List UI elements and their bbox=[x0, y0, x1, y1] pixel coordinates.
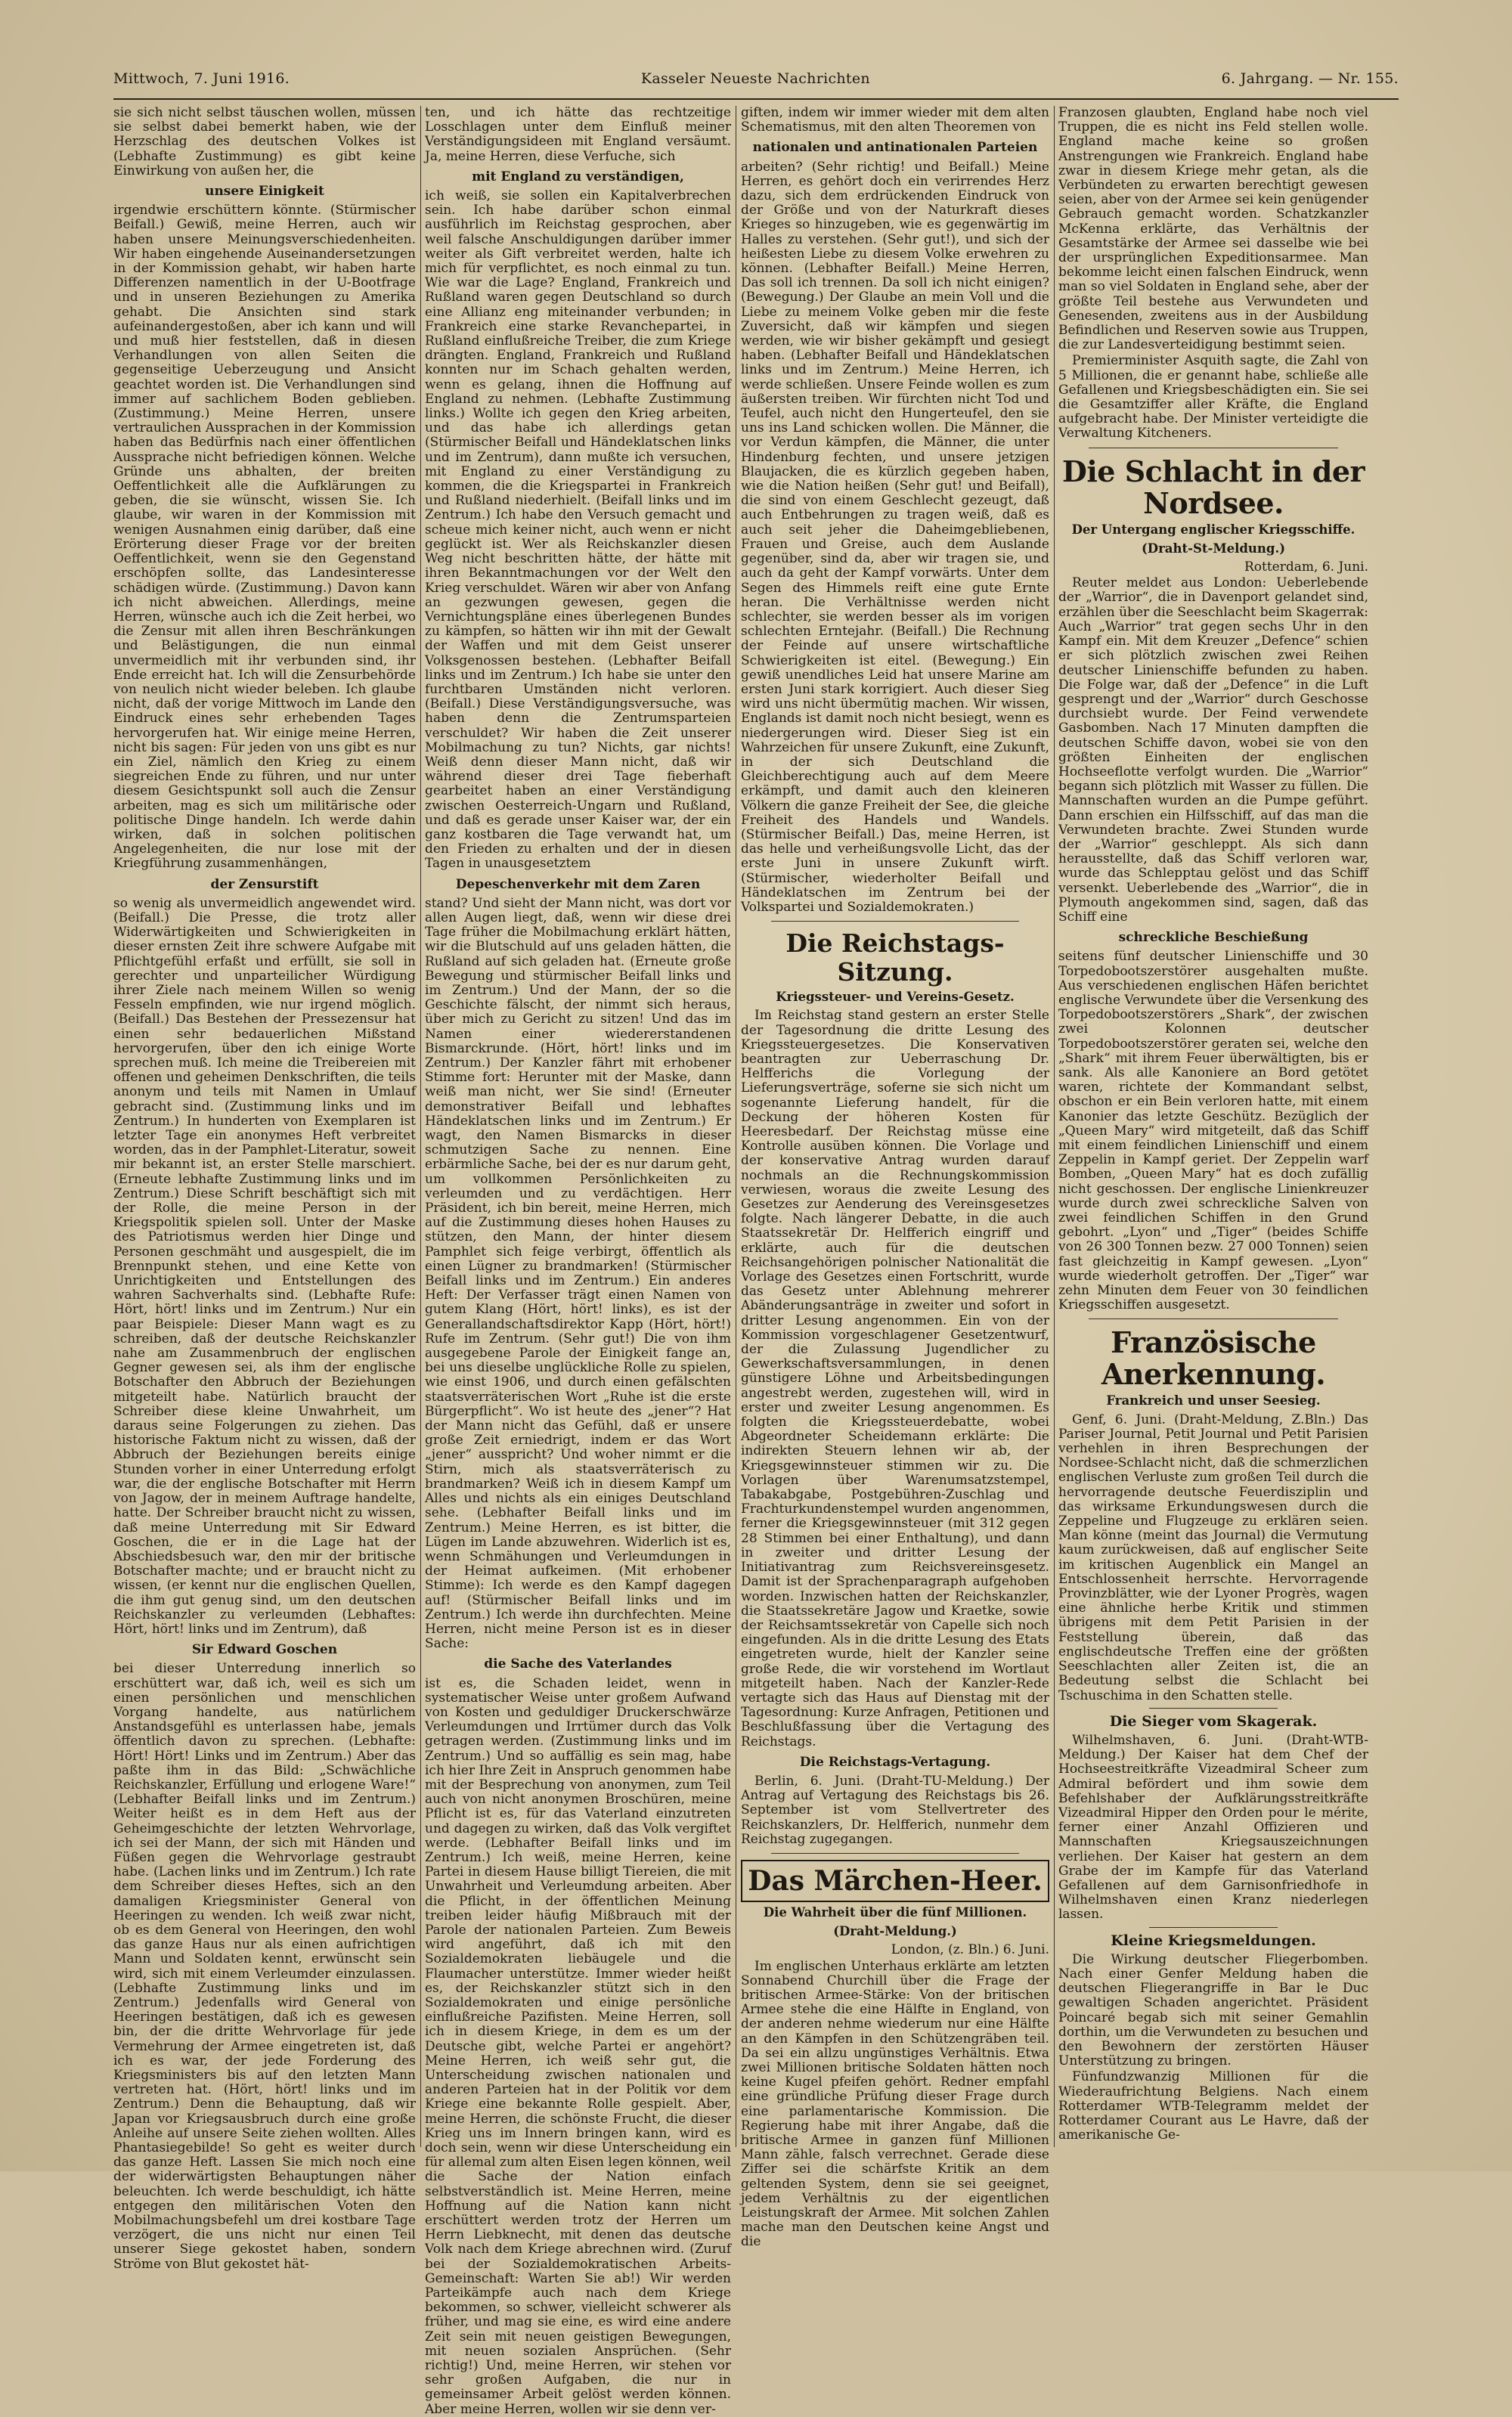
paragraph: Berlin, 6. Juni. (Draht-TU-Meldung.) Der Antrag auf Vertagung des Reichstags bis 26. September ist vom Stellvertreter des Reichskanzlers, Dr. Helfferich, nunmehr dem Reichstag zugegangen. bbox=[741, 1773, 1049, 1847]
subheading: Kleine Kriegsmeldungen. bbox=[1111, 1932, 1316, 1949]
subheading: Depeschenverkehr mit dem Zaren bbox=[455, 876, 701, 892]
section-rule bbox=[1149, 1927, 1278, 1928]
paragraph: stand? Und sieht der Mann nicht, was dort vor allen Augen liegt, daß, wenn wir diese drei Tage früher die Mobilmachung erklärt hätten, wir die Blutschuld auf uns geladen hätten, die Rußland auf sich geladen hat. (Erneute große Bewegung und stürmischer Beifall links und im Zentrum.) Und der Mann, der so die Geschichte fälscht, der nimmt sich heraus, über mich zu Gericht zu sitzen! Und das im Namen einer wiedererstandenen Bismarckrunde. (Hört, hört! links und im Zentrum.) Der Kanzler fährt mit erhobener Stimme fort: Herunter mit der Maske, dann weiß man nicht, wer Sie sind! (Erneuter demonstrativer Beifall und lebhaftes Händeklatschen links und im Zentrum.) Er wagt, den Namen Bismarcks in dieser schmutzigen Sache zu nennen. Eine erbärmliche Sache, bei der es nur darum geht, um vollkommen Persönlichkeiten zu verleumden und zu verdächtigen. Herr Präsident, ich bin bereit, meine Herren, mich auf die Zustimmung dieses hohen Hauses zu stützen, den Mann, der hinter diesem Pamphlet sich feige verbirgt, öffentlich als einen Lügner zu brandmarken! (Stürmischer Beifall links und im Zentrum.) Ein anderes Heft: Der Verfasser trägt einen Namen von gutem Klang (Hört, hört! links), es ist der Generallandschaftsdirektor Kapp (Hört, hört!) Rufe im Zentrum. (Sehr gut!) Die von ihm ausgegebene Parole der Einigkeit fange an, bei uns dieselbe unglückliche Rolle zu spielen, wie einst 1906, und durch einen gefälschten staatsverräterischen Wort „Ruhe ist die erste Bürgerpflicht“. Wo ist heute des „jener“? Hat der Mann nicht das Gefühl, daß er unsere große Zeit erniedrigt, indem er das Wort „jener“ ausspricht? Und woher nimmt er die Stirn, mich als staatsverräterisch zu brandmarken? Weiß ich in diesem Kampf um Alles und nichts als ein einiges Deutschland sehe. (Lebhafter Beifall links und im Zentrum.) Meine Herren, es ist bitter, die Lügen im Lande abzuwehren. Widerlich ist es, wenn Schmähungen und Verleumdungen in der Heimat aufkeimen. (Mit erhobener Stimme): Ich werde es den Kampf dagegen auf! (Stürmischer Beifall links und im Zentrum.) Ich werde ihn durchfechten. Meine Herren, nicht meine Person ist es in dieser Sache: bbox=[425, 895, 731, 1652]
column-4 bbox=[1058, 106, 1368, 2147]
article-deck: Die Wahrheit über die fünf Millionen. bbox=[763, 1904, 1027, 1920]
column-divider bbox=[1054, 106, 1055, 2147]
paragraph: seitens fünf deutscher Linienschiffe und 30 Torpedobootszerstörer ausgehalten mußte. Aus verschiedenen englischen Häfen berichtet englische Verwundete über die Versenkung des Torpedobootszerstörers „Shark“, der zwischen zwei Kolonnen deutscher Torpedobootszerstörer geraten sei, welche den „Shark“ mit ihrem Feuer überwältigten, bis er sank. Als alle Kanoniere an Bord getötet waren, richtete der Kommandant selbst, obschon er ein Bein verloren hatte, mit einem Kanonier das letzte Geschütz. Bezüglich der „Queen Mary“ wird mitgeteilt, daß das Schiff mit einem feindlichen Linienschiff und einem Zeppelin in Kampf geriet. Der Zeppelin warf Bomben, „Queen Mary“ hat es doch zufällig nicht geschossen. Der englische Linienkreuzer wurde durch zwei schreckliche Salven von zwei feindlichen Schiffen in den Grund gebohrt. „Lyon“ und „Tiger“ (beides Schiffe von 26 300 Tonnen bezw. 27 000 Tonnen) seien fast gleichzeitig in Kampf gewesen. „Lyon“ wurde wiederholt getroffen. Der „Tiger“ war zehn Minuten dem Feuer von 30 feindlichen Kriegsschiffen ausgesetzt. bbox=[1058, 949, 1369, 1313]
paragraph: Fünfundzwanzig Millionen für die Wiederaufrichtung Belgiens. Nach einem Rotterdamer WTB-Telegramm meldet der Rotterdamer Courant aus Le Havre, daß der amerikanische Ge- bbox=[1058, 2069, 1368, 2143]
article-headline-boxed: Das Märchen-Heer. bbox=[741, 1860, 1049, 1902]
section-rule bbox=[1149, 1708, 1278, 1709]
subheading: nationalen und antinationalen Parteien bbox=[752, 140, 1038, 156]
column-2 bbox=[425, 105, 731, 2417]
paragraph: Wilhelmshaven, 6. Juni. (Draht-WTB-Meldung.) Der Kaiser hat dem Chef der Hochseestreitkräfte Vizeadmiral Scheer zum Admiral befördert und ihm sowie dem Befehlshaber der Aufklärungsstreitkräfte Vizeadmiral Hipper den Orden pour le mérite, ferner einer Anzahl Offizieren und Mannschaften Kriegsauszeichnungen verliehen. Der Kaiser hat gestern an dem Grabe der im Kampfe für das Vaterland Gefallenen auf dem Garnisonfriedhofe in Wilhelmshaven einen Kranz niederlegen lassen. bbox=[1058, 1732, 1368, 1923]
article-headline: Die Reichstags-Sitzung. bbox=[785, 928, 1005, 987]
paragraph: giften, indem wir immer wieder mit dem alten Schematismus, mit den alten Theoremen von bbox=[741, 105, 1049, 135]
section-rule bbox=[771, 921, 1019, 922]
paragraph: sie sich nicht selbst täuschen wollen, müssen sie selbst dabei bemerkt haben, wie der Herzschlag des deutschen Volkes ist (Lebhafte Zustimmung) es gibt keine Einwirkung von außen her, die bbox=[113, 105, 416, 178]
subheading: die Sache des Vaterlandes bbox=[484, 1656, 672, 1672]
header-issue: 6. Jahrgang. — Nr. 155. bbox=[1221, 70, 1399, 87]
section-rule bbox=[771, 1853, 1019, 1854]
column-1 bbox=[113, 105, 416, 2272]
article-headline: Die Schlacht in der Nordsee. bbox=[1061, 454, 1365, 520]
article-deck: Der Untergang englischer Kriegsschiffe. bbox=[1071, 522, 1356, 537]
paragraph: Franzosen glaubten, England habe noch viel Truppen, die es nicht ins Feld stellen wolle. England mache keine so großen Anstrengungen wie Frankreich. England habe zwar in diesem Kriege mehr getan, als die Verbündeten zu erwarten berechtigt gewesen seien, aber von der Armee sei kein genügender Gebrauch gemacht worden. Schatzkanzler McKenna erklärte, das Verhältnis der Gesamtstärke der Armee sei dasselbe wie bei der ursprünglichen Expeditionsarmee. Man bekomme leicht einen falschen Eindruck, wenn man so viel Soldaten in England sehe, aber der größte Teil bestehe aus Verwundeten und Genesenden, zweitens aus in der Ausbildung Befindlichen und Reserven sowie aus Truppen, die zur Landesverteidigung bestimmt seien. bbox=[1058, 105, 1368, 353]
article-deck: Kriegssteuer- und Vereins-Gesetz. bbox=[776, 990, 1015, 1005]
header-rule bbox=[113, 98, 1399, 100]
running-header bbox=[113, 64, 1399, 94]
paragraph: Genf, 6. Juni. (Draht-Meldung, Z.Bln.) Das Pariser Journal, Petit Journal und Petit Parisien verhehlen in ihren Besprechungen der Nordsee-Schlacht nicht, daß die schmerzlichen englischen Verluste zum großen Teil durch die hervorragende deutsche Feuerdisziplin und das wirksame Erkundungswesen durch die Zeppeline und Flugzeuge zu erklären seien. Man könne (meint das Journal) die Vermutung kaum zurückweisen, daß auf englischer Seite im kritischen Augenblick ein Mangel an Entschlossenheit herrschte. Hervorragende Provinzblätter, wie der Lyoner Progrès, wagen eine ähnliche herbe Kritik und stimmen übrigens mit dem Petit Parisien in der Feststellung überein, daß das englischdeutsche Treffen eine der größten Seeschlachten aller Zeiten ist, die an Bedeutung selbst die Schlacht bei Tschuschima in den Schatten stelle. bbox=[1058, 1411, 1368, 1703]
paragraph: ten, und ich hätte das rechtzeitige Losschlagen unter dem Einfluß meiner Verständigungsideen mit England versäumt. Ja, meine Herren, diese Verfuche, sich bbox=[425, 105, 731, 164]
paragraph: Im englischen Unterhaus erklärte am letzten Sonnabend Churchill über die Frage der britischen Armee-Stärke: Von der britischen Armee stehe die eine Hälfte in England, von der anderen nehme wiederum nur eine Hälfte an den Kämpfen in den Schützengräben teil. Da sei ein allzu ungünstiges Verhältnis. Etwa zwei Millionen britische Soldaten hätten noch keine Kugel pfeifen gehört. Redner empfahl eine gründliche Prüfung dieser Frage durch eine parlamentarische Kommission. Die Regierung habe mit ihrer Angabe, daß die britische Armee in ganzen fünf Millionen Mann zähle, falsch verrechnet. Gerade diese Ziffer sei die schärfste Kritik an dem geltenden System, denn sie sei geeignet, jedem Verhältnis zu der eigentlichen Leistungskraft der Armee. Mit solchen Zahlen mache man den Deutschen keine Angst und die bbox=[741, 1958, 1049, 2250]
paragraph: Premierminister Asquith sagte, die Zahl von 5 Millionen, die er genannt habe, schließe alle Gefallenen und Kriegsbeschädigten ein. Sie sei die Gesamtziffer aller Kräfte, die England aufgebracht habe. Der Minister verteidigte die Verwaltung Kitcheners. bbox=[1058, 353, 1368, 442]
article-headline: Französische Anerkennung. bbox=[1101, 1325, 1326, 1392]
subheading: der Zensurstift bbox=[210, 876, 319, 892]
subheading: unsere Einigkeit bbox=[205, 184, 324, 200]
subheading: Die Sieger vom Skagerak. bbox=[1109, 1712, 1318, 1730]
subheading: Die Reichstags-Vertagung. bbox=[799, 1754, 991, 1770]
paragraph: ist es, die Schaden leidet, wenn in systematischer Weise unter großem Aufwand von Kosten und geduldiger Druckerschwärze Verleumdungen und Irrtümer durch das Volk getragen werden. (Zustimmung links und im Zentrum.) Und so auffällig es sein mag, habe ich hier Ihre Zeit in Anspruch genommen habe mit der Besprechung von anonymen, zum Teil auch von nicht anonymen Broschüren, meine Pflicht ist es, für das Vaterland einzutreten und dagegen zu wirken, daß das Volk vergiftet werde. (Lebhafter Beifall links und im Zentrum.) Ich weiß, meine Herren, keine Partei in diesem Hause billigt Tiereien, die mit Unwahrheit und Verleumdung arbeiten. Aber die Pflicht, in der öffentlichen Meinung treiben leider häufig Mißbrauch mit der Parole der nationalen Parteien. Zum Beweis wird angeführt, daß ich mit den Sozialdemokraten liebäugele und die Flaumacher unterstütze. Immer wieder heißt es, der Reichskanzler stützt sich in den Sozialdemokraten und einige persönliche einflußreiche Pazifisten. Meine Herren, soll ich in diesem Kriege, in dem es um der Deutsche gibt, welche Partei er angehört? Meine Herren, ich weiß sehr gut, die Unterscheidung zwischen nationalen und anderen Parteien hat in der Politik vor dem Kriege eine bekannte Rolle gespielt. Aber, meine Herren, die schönste Frucht, die dieser Krieg uns im Innern bringen kann, wird es doch sein, wenn wir diese Unterscheidung ein für allemal zum alten Eisen legen können, weil die Sache der Nation einfach selbstverständlich ist. Meine Herren, meine Hoffnung auf die Nation kann nicht erschüttert werden trotz der Herren um Herrn Liebknecht, mit denen das deutsche Volk nach dem Kriege abrechnen wird. (Zuruf bei der Sozialdemokratischen Arbeits-Gemeinschaft: Warten Sie ab!) Wir werden Parteikämpfe auch nach dem Kriege bekommen, so schwer, vielleicht schwerer als früher, und mag sie eine, es wird eine andere Zeit sein mit neuen geistigen Bewegungen, mit neuen sozialen Ansprüchen. (Sehr richtig!) Und, meine Herren, wir stehen vor sehr großen Aufgaben, die nur in gemeinsamer Arbeit gelöst werden können. Aber meine Herren, wollen wir sie denn ver- bbox=[425, 1675, 731, 2417]
article-source: (Draht-Meldung.) bbox=[833, 1924, 957, 1939]
paragraph: arbeiten? (Sehr richtig! und Beifall.) Meine Herren, es gehört doch ein verirrendes Herz dazu, sich dem erdrückenden Eindruck von der Größe und von der Naturkraft dieses Krieges so hinzugeben, wie es gegenwärtig im Halles zu verstehen. (Sehr gut!), und sich der heißesten Liebe zu diesem Volke erwehren zu können. (Lebhafter Beifall.) Meine Herren, Das soll ich trennen. Da soll ich nicht einigen? (Bewegung.) Der Glaube an mein Voll und die Liebe zu meinem Volke geben mir die feste Zuversicht, daß wir kämpfen und siegen werden, wie wir bisher gekämpft und gesiegt haben. (Lebhafter Beifall und Händeklatschen links und im Zentrum.) Meine Herren, ich werde schließen. Unsere Feinde wollen es zum äußersten treiben. Wir fürchten nicht Tod und Teufel, auch nicht den Hungerteufel, den sie uns ins Land schicken wollen. Die Männer, die vor Verdun kämpfen, die Männer, die unter Hindenburg fechten, und unsere jetzigen Blaujacken, die es kürzlich gegeben haben, wie die Nation heißen (Sehr gut! und Beifall), die sind von einem Geschlecht gezeugt, daß auch Entbehrungen zu tragen weiß, daß es auch seit jeher die Daheimgebliebenen, Frauen und Greise, auch dem Auslande gegenüber, sind da, aber wir tragen sie, und auch da geht der Kampf vorwärts. Unter dem Segen des Himmels reift eine gute Ernte heran. Die Verhältnisse werden nicht schlechter, sie werden besser als im vorigen schlechten Erntejahr. (Beifall.) Die Rechnung der Feinde auf unsere wirtschaftliche Schwierigkeiten ist eitel. (Bewegung.) Ein gewiß unendliches Leid hat unsere Marine am ersten Juni stark korrigiert. Auch dieser Sieg wird uns nicht übermütig machen. Wir wissen, Englands ist damit noch nicht besiegt, wenn es niedergerungen wird. Dieser Sieg ist ein Wahrzeichen für unsere Zukunft, eine Zukunft, in der sich Deutschland die Gleichberechtigung auch auf dem Meere erkämpft, und damit auch den kleineren Völkern die ganze Freiheit der See, die gleiche Freiheit des Handels und Wandels. (Stürmischer Beifall.) Das, meine Herren, ist das helle und verheißungsvolle Licht, das der erste Juni in unsere Zukunft wirft. (Stürmischer, wiederholter Beifall und Händeklatschen im Zentrum bei der Volkspartei und Sozialdemokraten.) bbox=[741, 159, 1049, 915]
header-newspaper-name: Kasseler Neueste Nachrichten bbox=[640, 70, 870, 87]
subheading: mit England zu verständigen, bbox=[472, 169, 684, 184]
dateline: Rotterdam, 6. Juni. bbox=[1244, 559, 1368, 575]
paragraph: bei dieser Unterredung innerlich so erschüttert war, daß ich, weil es sich um einen persönlichen und menschlichen Vorgang handelte, aus natürlichem Anstandsgefühl es unterlassen habe, jemals öffentlich davon zu sprechen. (Lebhafte: Hört! Hört! Links und im Zentrum.) Aber das paßte ihm in das Bild: „Schwächliche Reichskanzler, Erfüllung und erlogene Ware!“ (Lebhafter Beifall links und im Zentrum.) Weiter heißt es in dem Heft aus der Geheimgeschichte der letzten Wehrvorlage, ich sei der Mann, der sich mit Händen und Füßen gegen die Wehrvorlage gestraubt habe. (Lachen links und im Zentrum.) Ich rate dem Schreiber dieses Heftes, sich an den damaligen Kriegsminister General von Heeringen zu wenden. Ich weiß zwar nicht, ob es dem General von Heeringen, den wohl das ganze Haus nur als einen aufrichtigen Mann und Soldaten kennt, erwünscht sein wird, sich mit einem Verleumder einzulassen. (Lebhafte Zustimmung links und im Zentrum.) Jedenfalls wird General von Heeringen bestätigen, daß ich es gewesen bin, der die dritte Wehrvorlage für jede Vermehrung der Armee eingetreten ist, daß ich es war, der jede Forderung des Kriegsministers bis auf den letzten Mann vertreten hat. (Hört, hört! links und im Zentrum.) Denn die Behauptung, daß wir Japan vor Kriegsausbruch durch eine große Anleihe auf unsere Seite ziehen wollten. Alles Phantasiegebilde! So geht es weiter durch das ganze Heft. Lassen Sie mich noch eine der widerwärtigsten Behauptungen näher beleuchten. Ich werde beschuldigt, ich hätte entgegen den militärischen Voten den Mobilmachungsbefehl um drei kostbare Tage verzögert, die uns nicht nur einen Teil unserer Siege gekostet haben, sondern Ströme von Blut gekostet hät- bbox=[113, 1661, 416, 2272]
paragraph: Die Wirkung deutscher Fliegerbomben. Nach einer Genfer Meldung haben die deutschen Fliegerangriffe in Bar le Duc gewaltigen Schaden angerichtet. Präsident Poincaré begab sich mit seiner Gemahlin dorthin, um die Verwundeten zu besuchen und den Bewohnern der zerstörten Häuser Unterstützung zu bringen. bbox=[1058, 1951, 1368, 2069]
subheading: Sir Edward Goschen bbox=[191, 1642, 338, 1658]
header-date: Mittwoch, 7. Juni 1916. bbox=[113, 70, 290, 87]
dateline: London, (z. Bln.) 6. Juni. bbox=[891, 1942, 1049, 1958]
paragraph: so wenig als unvermeidlich angewendet wird. (Beifall.) Die Presse, die trotz aller Widerwärtigkeiten und Schwierigkeiten in dieser ernsten Zeit ihre schwere Aufgabe mit Pflichtgefühl erfaßt und erfüllt, sie soll in gerechter und unparteilicher Würdigung ihrer Ziele nach meinem Willen so wenig Fesseln empfinden, wie nur irgend möglich. (Beifall.) Das Bestehen der Pressezensur hat einen sehr bedauerlichen Mißstand hervorgerufen, über den ich einige Worte sprechen muß. Ich meine die Treibereien mit offenen und geheimen Denkschriften, die teils anonym und teils mit Namen in Umlauf gebracht sind. (Zustimmung links und im Zentrum.) In hunderten von Exemplaren ist letzter Tage ein anonymes Heft verbreitet worden, das in der Pamphlet-Literatur, soweit mir bekannt ist, an erster Stelle marschiert. (Erneute lebhafte Zustimmung links und im Zentrum.) Diese Schrift beschäftigt sich mit der Rolle, die meine Person in der Kriegspolitik spielen soll. Unter der Maske des Patriotismus werden hier Dinge und Personen geschmäht und ausgespielt, die im Brennpunkt stehen, und eine Kette von Unrichtigkeiten und Entstellungen des wahren Sachverhalts sind. (Lebhafte Rufe: Hört, hört! links und im Zentrum.) Nur ein paar Beispiele: Dieser Mann wagt es zu schreiben, daß der deutsche Reichskanzler nahe am Zusammenbruch der englischen Gegner gewesen sei, als ihm der englische Botschafter den Abbruch der Beziehungen mitgeteilt habe. Natürlich braucht der Schreiber diese kleine Unwahrheit, um daraus seine Folgerungen zu ziehen. Das historische Faktum nicht zu wissen, daß der Abbruch der Beziehungen bereits einige Stunden vorher in einer Unterredung erfolgt war, die der englische Botschafter mit Herrn von Jagow, der in meinem Auftrage handelte, hatte. Der Schreiber braucht nicht zu wissen, daß meine Unterredung mit Sir Edward Goschen, die er in die Lage hat der Abschiedsbesuch war, den mir der britische Botschafter machte; und er braucht nicht zu wissen, (er kennt nur die englischen Quellen, die ihm gut genug sind, um den deutschen Reichskanzler zu verleumden (Lebhaftes: Hört, hört! links und im Zentrum), daß bbox=[113, 895, 416, 1637]
article-deck: Frankreich und unser Seesieg. bbox=[1106, 1393, 1321, 1408]
column-divider bbox=[420, 106, 421, 2147]
paragraph: Im Reichstag stand gestern an erster Stelle der Tagesordnung die dritte Lesung des Kriegssteuergesetzes. Die Konservativen beantragten zur Ueberraschung Dr. Helfferichs die Vorlegung der Lieferungsverträge, soferne sie sich nicht um sogenannte Lieferung handelt, für die Deckung der höheren Kosten für Heeresbedarf. Der Reichstag müsse eine Kontrolle ausüben können. Die Vorlage und der konservative Antrag wurden darauf nochmals an die Rechnungskommission verwiesen, woraus die zweite Lesung des Gesetzes zur Aenderung des Vereinsgesetzes folgte. Nach längerer Debatte, in die auch Staatssekretär Dr. Helfferich eingriff und erklärte, auch für die deutschen Reichsangehörigen polnischer Nationalität die Vorlage des Gesetzes einen Fortschritt, wurde das Gesetz unter Ablehnung mehrerer Abänderungsanträge in zweiter und sofort in dritter Lesung angenommen. Ein von der Kommission vorgeschlagener Gesetzentwurf, der die Zulassung Jugendlicher zu Gewerkschaftsversammlungen, in denen günstigere Löhne und Arbeitsbedingungen angestrebt werden, zugestehen will, wird in erster und zweiter Lesung angenommen. Es folgten die Kriegssteuerdebatte, wobei Abgeordneter Scheidemann erklärte: Die indirekten Steuern lehnen wir ab, der Kriegsgewinnsteuer stimmen wir zu. Die Vorlagen über Warenumsatzstempel, Tabakabgabe, Postgebühren-Zuschlag und Frachturkundenstempel wurden angenommen, ferner die Kriegsgewinnsteuer (mit 312 gegen 28 Stimmen bei einer Enthaltung), und dann in zweiter und dritter Lesung der Initiativantrag zum Reichsvereinsgesetz. Damit ist der Sprachenparagraph aufgehoben worden. Inzwischen hatten der Reichskanzler, die Staatssekretäre Jagow und Kraetke, sowie der Reichsamtssekretär von Capelle sich noch eingefunden. Als in die dritte Lesung des Etats eingetreten wurde, hielt der Kanzler seine große Rede, die wir vorstehend im Wortlaut mitgeteilt haben. Nach der Kanzler-Rede vertagte sich das Haus auf Dienstag mit der Tagesordnung: Kurze Anfragen, Petitionen und Beschlußfassung über die Vertagung des Reichstags. bbox=[741, 1008, 1049, 1749]
paragraph: irgendwie erschüttern könnte. (Stürmischer Beifall.) Gewiß, meine Herren, auch wir haben unsere Meinungsverschiedenheiten. Wir haben eingehende Auseinandersetzungen in der Kommission gehabt, wir haben harte Differenzen namentlich in der U-Bootfrage und in unseren Beziehungen zu Amerika gehabt. Die Ansichten sind stark aufeinandergestoßen, aber ich kann und will und muß hier feststellen, daß in diesen Verhandlungen von allen Seiten die gegenseitige Ueberzeugung und Ansicht geachtet worden ist. Die Verhandlungen sind immer auf sachlichem Boden geblieben. (Zustimmung.) Meine Herren, unsere vertraulichen Aussprachen in der Kommission haben das Bedürfnis nach einer öffentlichen Aussprache nicht befriedigen können. Welche Gründe uns abhalten, der breiten Oeffentlichkeit alle die Aufklärungen zu geben, die sie wünscht, wissen Sie. Ich glaube, wir waren in der Kommission mit wenigen Ausnahmen einig darüber, daß eine Erörterung dieser Frage vor der breiten Oeffentlichkeit, wenn sie den Gegenstand erschöpfen sollte, das Landesinteresse schädigen würde. (Zustimmung.) Davon kann ich nicht abweichen. Allerdings, meine Herren, wünsche auch ich die Zeit herbei, wo die Zensur mit allen ihren Beschränkungen und Belästigungen, die nun einmal unvermeidlich mit ihr verbunden sind, ihr Ende erreicht hat. Ich will die Zensurbehörde von neulich nicht wieder beleben. Ich glaube nicht, daß der vorige Mittwoch im Lande den Eindruck eines sehr erhebenden Tages hervorgerufen hat. Wir einige meine Herren, nicht bis sagen: Für jeden von uns gibt es nur ein Ziel, nämlich den Krieg zu einem siegreichen Ende zu führen, und nur unter diesem Gesichtspunkt soll auch die Zensur arbeiten, mag es sich um militärische oder politische Dinge handeln. Ich werde dahin wirken, daß in solchen politischen Angelegenheiten, die nur lose mit der Kriegführung zusammenhängen, bbox=[113, 203, 416, 872]
subheading: schreckliche Beschießung bbox=[1118, 930, 1309, 946]
paragraph: ich weiß, sie sollen ein Kapitalverbrechen sein. Ich habe darüber schon einmal ausführlich im Reichstag gesprochen, aber weil falsche Anschuldigungen darüber immer weiter als Gift verbreitet werden, halte ich mich für verpflichtet, es noch einmal zu tun. Wie war die Lage? England, Frankreich und Rußland waren gegen Deutschland so durch eine Allianz eng miteinander verbunden; in Frankreich eine starke Revanchepartei, in Rußland einflußreiche Treiber, die zum Kriege drängten. England, Frankreich und Rußland konnten nur im Schach gehalten werden, wenn es gelang, ihnen die Hoffnung auf England zu nehmen. (Lebhafte Zustimmung links.) Wollte ich gegen den Krieg arbeiten, und das habe ich allerdings getan (Stürmischer Beifall und Händeklatschen links und im Zentrum), dann mußte ich versuchen, mit England zu einer Verständigung zu kommen, die die Kriegspartei in Frankreich und Rußland niederhielt. (Beifall links und im Zentrum.) Ich habe den Versuch gemacht und scheue mich keiner nicht, auch wenn er nicht geglückt ist. Wer als Reichskanzler diesen Weg nicht beschritten hätte, der hätte mit ihren Bekanntmachungen vor der Welt den Krieg verschuldet. Wären wir aber von Anfang an gezwungen gewesen, gegen die Vernichtungspläne eines überlegenen Bundes zu kämpfen, so hätten wir ihn mit der Gewalt der Waffen und mit dem Geist unserer Volksgenossen bestehen. (Lebhafter Beifall links und im Zentrum.) Ich habe sie unter den furchtbaren Umständen nicht verloren. (Beifall.) Diese Verständigungsversuche, was haben denn die Zentrumsparteien verschuldet? Wir haben die Zeit unserer Mobilmachung zu tun? Nichts, gar nichts! Weiß denn dieser Mann nicht, daß wir während dieser drei Tage fieberhaft gearbeitet haben an einer Verständigung zwischen Oesterreich-Ungarn und Rußland, und daß es gerade unser Kaiser war, der ein ganz kostbaren die Tage verwandt hat, um den Frieden zu erhalten und der in diesen Tagen in unausgesetztem bbox=[425, 188, 731, 872]
paragraph: Reuter meldet aus London: Ueberlebende der „Warrior“, die in Davenport gelandet sind, erzählen über die Seeschlacht beim Skagerrak: Auch „Warrior“ trat gegen sechs Uhr in den Kampf ein. Mit dem Kreuzer „Defence“ schien er sich plötzlich zwischen zwei Reihen deutscher Linienschiffe befunden zu haben. Die Folge war, daß der „Defence“ in die Luft gesprengt und der „Warrior“ durch Geschosse durchsiebt wurde. Der Feind verwendete Gasbomben. Nach 17 Minuten dampften die deutschen Schiffe davon, wobei sie von den größten Einheiten der englischen Hochseeflotte verfolgt wurden. Die „Warrior“ begann sich plötzlich mit Wasser zu füllen. Die Mannschaften wurden an die Pumpe geführt. Dann erschien ein Hilfsschiff, auf das man die Verwundeten brachte. Zwei Stunden wurde der „Warrior“ geschleppt. Als sich dann herausstellte, daß das Schiff verloren war, wurde das Schlepptau gelöst und das Schiff versenkt. Ueberlebende des „Warrior“, die in Plymouth angekommen sind, sagen, daß das Schiff eine bbox=[1058, 575, 1368, 925]
column-3 bbox=[741, 105, 1049, 2250]
article-source: (Draht-St-Meldung.) bbox=[1142, 541, 1285, 556]
